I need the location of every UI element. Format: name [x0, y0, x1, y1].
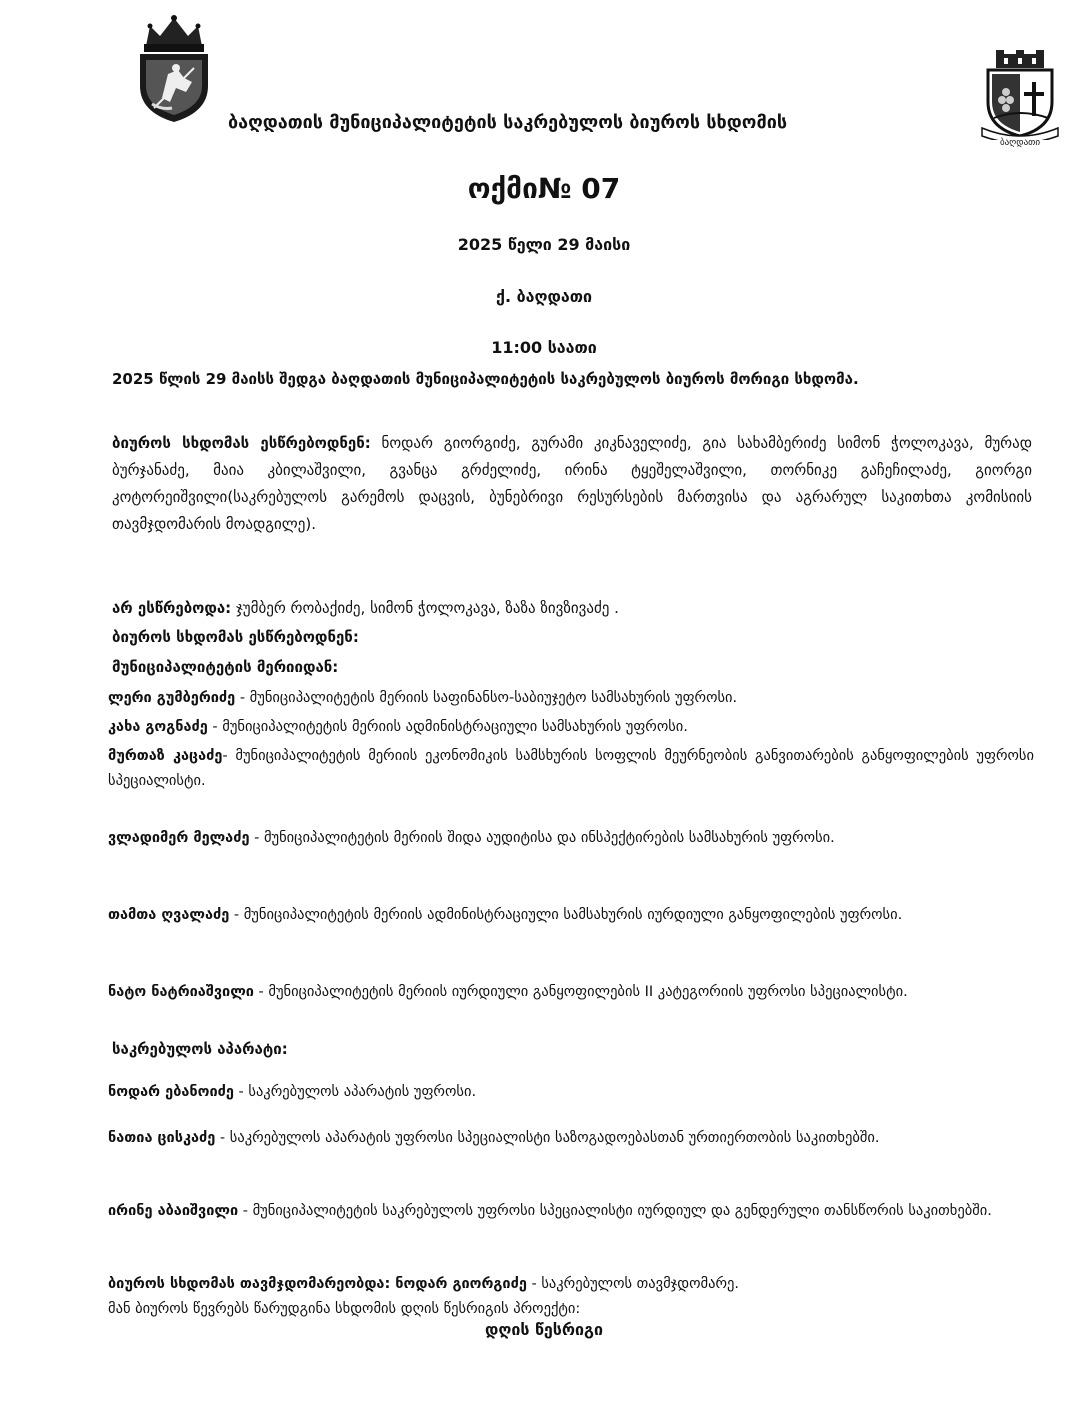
- attendance-paragraph: [112, 430, 1032, 538]
- document-number-title: ოქმი№ 07: [467, 172, 621, 205]
- list-item: [108, 826, 1034, 851]
- header-title: ბაღდათის მუნიციპალიტეტის საკრებულოს ბიუროს სხდომის: [228, 112, 788, 133]
- person-name: მურთაზ კაცაძე: [108, 748, 223, 764]
- person-role: - საკრებულოს აპარატის უფროსი სპეციალისტი საზოგადოებასთან ურთიერთობის საკითხებში.: [215, 1130, 880, 1146]
- chair-agenda-intro: მან ბიუროს წევრებს წარუდგინა სხდომის დღის წესრიგის პროექტი:: [108, 1301, 581, 1317]
- agenda-heading: დღის წესრიგი: [484, 1320, 604, 1339]
- person-role: - მუნიციპალიტეტის მერიის შიდა აუდიტისა და ინსპექტირების სამსახურის უფროსი.: [249, 830, 835, 846]
- person-name: კახა გოგნაძე: [108, 719, 208, 735]
- chair-paragraph: [108, 1272, 1034, 1322]
- also-attended-label: ბიუროს სხდომას ესწრებოდნენ:: [112, 628, 359, 646]
- absent-label: არ ესწრებოდა:: [112, 599, 232, 617]
- absent-list: ჯუმბერ რობაქიძე, სიმონ ჭოლოკავა, ზაზა ზივზივაძე .: [231, 599, 619, 617]
- georgia-coat-of-arms-icon: [132, 12, 216, 124]
- chair-label: ბიუროს სხდომას თავმჯდომარეობდა: ნოდარ გიორგიძე: [108, 1276, 527, 1292]
- person-name: ნათია ცისკაძე: [108, 1130, 216, 1146]
- absent-paragraph: [112, 595, 1032, 622]
- person-name: ნოდარ ებანოიძე: [108, 1084, 234, 1100]
- document-date: 2025 წელი 29 მაისი: [457, 235, 631, 254]
- right-emblem-caption: ბაღდათი: [999, 138, 1041, 148]
- baghdati-emblem-icon: [974, 48, 1066, 140]
- person-name: ნატო ნატრიაშვილი: [108, 984, 254, 1000]
- person-role: - მუნიციპალიტეტის მერიის ადმინისტრაციული სამსახურის იურდიული განყოფილების უფროსი.: [229, 907, 903, 923]
- list-item: [108, 903, 1034, 928]
- person-name: ლერი გუმბერიძე: [108, 690, 236, 706]
- person-name: ვლადიმერ მელაძე: [108, 830, 250, 846]
- person-name: თამთა ღვალაძე: [108, 907, 230, 923]
- list-item: [108, 980, 1034, 1005]
- person-role: - მუნიციპალიტეტის მერიის იურდიული განყოფილების II კატეგორიის უფროსი სპეციალისტი.: [253, 984, 908, 1000]
- person-role: - მუნიციპალიტეტის მერიის ადმინისტრაციული სამსახურის უფროსი.: [207, 719, 688, 735]
- person-role: - მუნიციპალიტეტის საკრებულოს უფროსი სპეციალისტი იურდიულ და გენდერული თანსწორის საკითხებში.: [238, 1203, 992, 1219]
- attendance-label: ბიუროს სხდომას ესწრებოდნენ:: [112, 434, 371, 452]
- person-role: - მუნიციპალიტეტის მერიის ეკონომიკის სამსხურის სოფლის მეურნეობის განვითარების განყოფილების უფროსი სპეციალისტი.: [108, 748, 1034, 789]
- mayor-office-label: მუნიციპალიტეტის მერიიდან:: [112, 658, 339, 676]
- baghdati-coat-of-arms: [974, 48, 1066, 152]
- person-role: - საკრებულოს აპარატის უფროსი.: [233, 1084, 477, 1100]
- intro-paragraph: 2025 წლის 29 მაისს შედგა ბაღდათის მუნიციპალიტეტის საკრებულოს ბიუროს მორიგი სხდომა.: [112, 370, 859, 388]
- list-item: [108, 1199, 1034, 1224]
- document-city: ქ. ბაღდათი: [496, 287, 592, 306]
- list-item: [108, 744, 1034, 794]
- attendance-list: ნოდარ გიორგიძე, გურამი კიკნაველიძე, გია სახამბერიძე სიმონ ჭოლოკავა, მურად ბურჯანაძე, მაია კბილაშვილი, გვანცა გრძელიძე, ირინა ტყეშელაშვილი, თორნიკე გაჩეჩილაძე, გიორგი კოტორეიშვილი(საკრებულოს გარემოს დაცვის, ბუნებრივი რესურსების მართვისა და აგრარულ საკითხთა კომისიის თავმჯდომარის მოადგილე).: [112, 434, 1032, 533]
- document-time: 11:00 საათი: [491, 338, 597, 357]
- council-apparatus-label: საკრებულოს აპარატი:: [112, 1040, 288, 1058]
- list-item: [108, 1080, 1034, 1105]
- person-role: - მუნიციპალიტეტის მერიის საფინანსო-საბიუჯეტო სამსახურის უფროსი.: [235, 690, 738, 706]
- person-name: ირინე აბაიშვილი: [108, 1203, 239, 1219]
- list-item: [108, 686, 1034, 711]
- list-item: [108, 1126, 1034, 1151]
- list-item: [108, 715, 1034, 740]
- chair-role: - საკრებულოს თავმჯდომარე.: [526, 1276, 739, 1292]
